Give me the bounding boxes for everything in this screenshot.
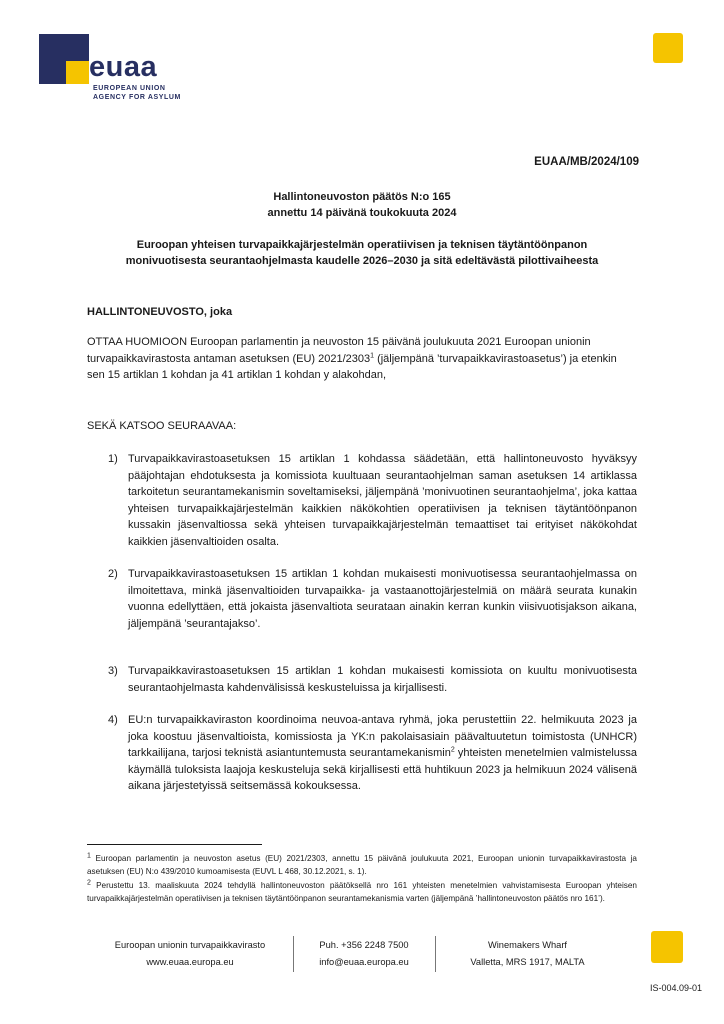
footer-contact [296, 937, 432, 971]
recital-item [109, 451, 637, 551]
decision-title-line2: annettu 14 päivänä toukokuuta 2024 [267, 207, 457, 219]
recital-text: Turvapaikkavirastoasetuksen 15 artiklan 1 kohdan mukaisesti monivuotisessa seurantaohjelmassa on ilmoitettava, minkä jäsenvaltioiden turvapaikka- ja vastaanottojärjestelmiä on määrä seurata kunakin vuonna edellyttäen, että jokaista jäsenvaltiota seurataan ainakin kerran kunkin viisivuotisjakson aikana, jäljempänä ’seurantajakso’. [128, 568, 637, 630]
decorative-yellow-square-top [653, 33, 683, 63]
footnote-ref-2: 2 [450, 746, 455, 754]
footnote-ref-1: 1 [370, 351, 375, 359]
whereas-heading: SEKÄ KATSOO SEURAAVAA: [87, 420, 237, 432]
footer-address-line2: Valletta, MRS 1917, MALTA [470, 957, 585, 967]
recital-item [109, 566, 637, 632]
recital-item [109, 663, 637, 696]
footer-email-link[interactable]: info@euaa.europa.eu [319, 957, 409, 967]
recital-item [109, 712, 637, 795]
footer-phone: Puh. +356 2248 7500 [319, 940, 409, 950]
recital-text-part: yhteisten menetelmien valmistelussa käymällä tuloksista laajoja keskusteluja sekä kirjallisesti että huhtikuun 2023 ja helmikuun 2024 välisenä aikana järjestetyissä seitsemässä kokouksessa. [128, 747, 638, 793]
recital-text: Turvapaikkavirastoasetuksen 15 artiklan 1 kohdan mukaisesti komissiota on kuultu monivuotisesta seurantaohjelmasta kahdenvälisissä keskusteluissa ja kirjallisesti. [128, 665, 637, 694]
footer-address [440, 937, 615, 971]
footnote-1 [87, 852, 637, 879]
document-code: IS-004.09-01 [649, 983, 702, 993]
decision-subject [0, 237, 724, 269]
logo-mark-accent [66, 61, 89, 84]
recital-number: 3) [108, 665, 118, 677]
footer-divider [293, 936, 294, 972]
footer-address-line1: Winemakers Wharf [487, 940, 568, 950]
preamble-paragraph [87, 334, 637, 384]
footer-agency-name: Euroopan unionin turvapaikkavirasto [114, 940, 266, 950]
decision-title-line1: Hallintoneuvoston päätös N:o 165 [273, 191, 451, 203]
logo-subtitle-line2: AGENCY FOR ASYLUM [93, 94, 181, 101]
footnote-2 [87, 879, 637, 906]
preamble-text: OTTAA HUOMIOON Euroopan parlamentin ja neuvoston 15 päivänä joulukuuta 2021 Euroopan unionin turvapaikkavirastosta antaman asetuksen (EU) 2021/2303 [87, 336, 591, 365]
decorative-yellow-square-bottom [651, 931, 683, 963]
footnote-separator [87, 844, 262, 845]
recital-text: Turvapaikkavirastoasetuksen 15 artiklan 1 kohdassa säädetään, että hallintoneuvosto hyväksyy pääjohtajan ehdotuksesta ja komissiota kuultuaan seurantaohjelman saman asetuksen 14 artiklassa tarkoitetun seurantamekanismin soveltamiseksi, jäljempänä ’monivuotinen seurantaohjelma’, joka kattaa yhteisen turvapaikkajärjestelmän kaikkien näkökohtien operatiivisen ja teknisen täytäntöönpanon kussakin jäsenvaltiossa sekä yhteisen turvapaikkajärjestelmän temaattiset tai erityiset näkökohdat kaikkien jäsenvaltioiden osalta. [128, 453, 637, 548]
footer-agency [100, 937, 280, 971]
decision-subject-line1: Euroopan yhteisen turvapaikkajärjestelmän operatiivisen ja teknisen täytäntöönpanon [136, 239, 588, 251]
footnote-text: Euroopan parlamentin ja neuvoston asetus (EU) 2021/2303, annettu 15 päivänä joulukuuta 2021, Euroopan unionin turvapaikkavirastosta ja asetuksen (EU) N:o 439/2010 kumoamisesta (EUVL L 468, 30.12.2021, s. 1). [87, 854, 637, 877]
decision-subject-line2: monivuotisesta seurantaohjelmasta kaudelle 2026–2030 ja sitä edeltävästä pilottivaiheesta [125, 255, 599, 267]
footer-divider [435, 936, 436, 972]
recital-number: 2) [108, 568, 118, 580]
logo-subtitle-line1: EUROPEAN UNION [93, 85, 166, 92]
footnote-mark: 1 [87, 852, 91, 860]
footer-website-link[interactable]: www.euaa.europa.eu [146, 957, 234, 967]
logo-wordmark: euaa [89, 51, 158, 83]
recital-number: 1) [108, 453, 118, 465]
preamble-text-cont: (jäljempänä ’turvapaikkavirastoasetus’) ja etenkin sen 15 artiklan 1 kohdan ja 41 artiklan 1 kohdan y alakohdan, [87, 352, 617, 382]
board-heading: HALLINTONEUVOSTO, joka [87, 306, 233, 318]
footnote-mark: 2 [87, 879, 91, 887]
document-reference: EUAA/MB/2024/109 [534, 156, 639, 168]
recital-number: 4) [108, 714, 118, 726]
recital-text [128, 712, 637, 795]
decision-title [0, 189, 724, 221]
footnote-text: Perustettu 13. maaliskuuta 2024 tehdyllä hallintoneuvoston päätöksellä nro 161 yhteisten menetelmien vahvistamisesta Euroopan yhteisen turvapaikkajärjestelmän operatiivisen ja teknisen täytäntöönpanon seurantamekanismia varten (jäljempänä ’hallintoneuvoston päätös nro 161’). [87, 881, 637, 904]
recital-text-part: EU:n turvapaikkaviraston koordinoima neuvoa-antava ryhmä, joka perustettiin 22. helmikuuta 2023 ja joka koostuu jäsenvaltioista, komissiosta ja YK:n pakolaisasiain päävaltuutetun toimistosta (UNHCR) tarkkailijana, tarjosi teknistä asiantuntemusta seurantamekanismin [128, 714, 637, 760]
